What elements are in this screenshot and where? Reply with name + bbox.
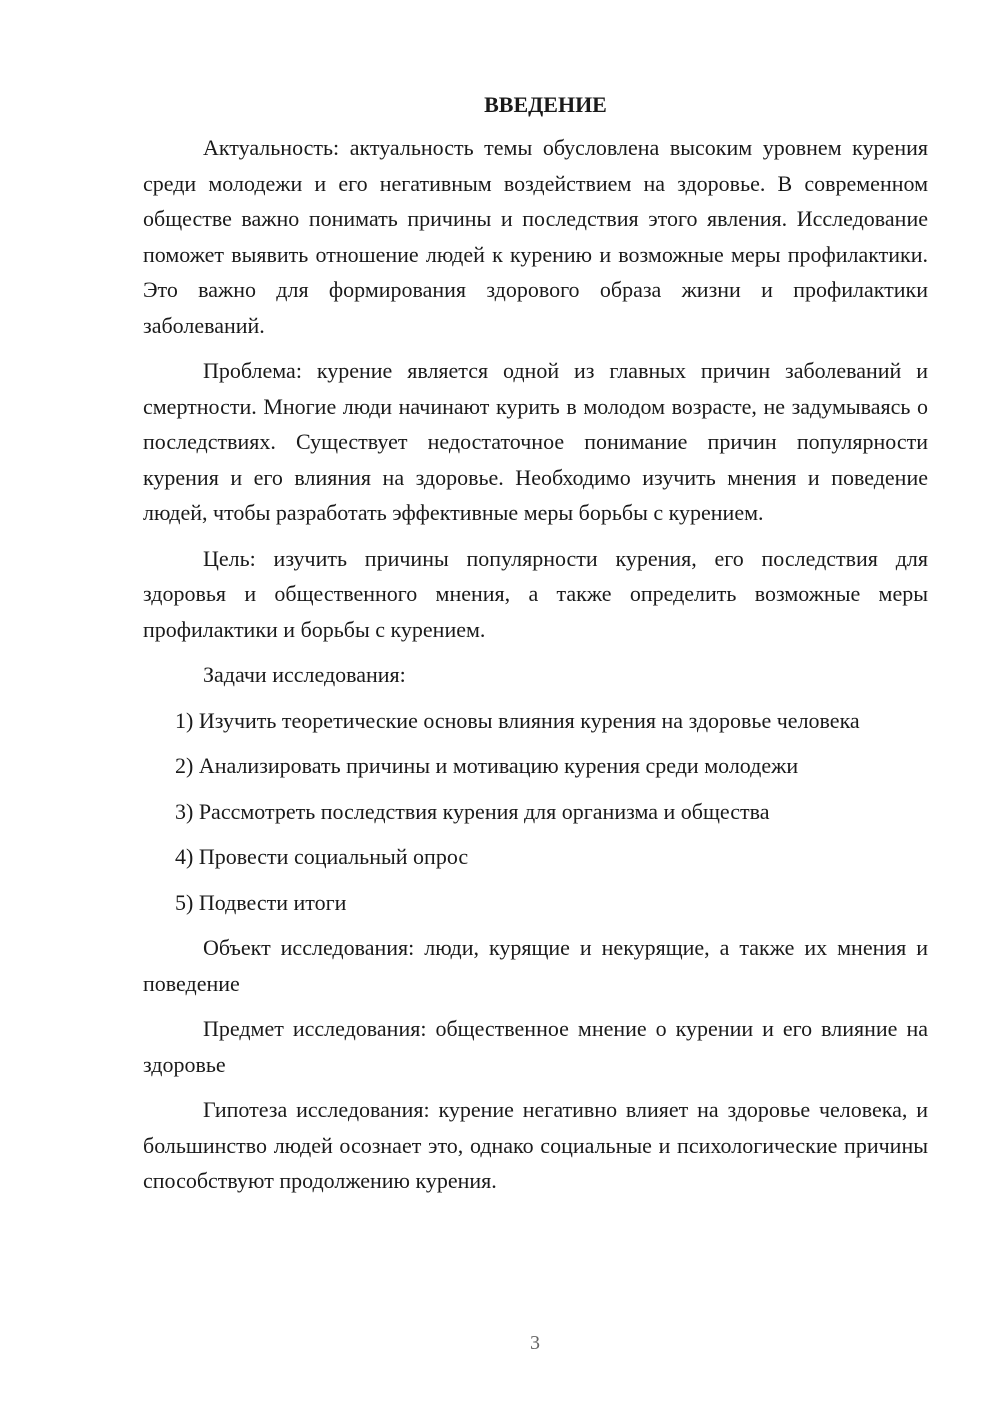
goal-paragraph: Цель: изучить причины популярности курения, его последствия для здоровья и общественного мнения, а также определить возможные меры профилактики и борьбы с курением. xyxy=(143,545,928,642)
task-item-2: 2) Анализировать причины и мотивацию курения среди молодежи xyxy=(175,753,799,778)
task-item-5: 5) Подвести итоги xyxy=(175,889,347,915)
object-paragraph: Объект исследования: люди, курящие и некурящие, а также их мнения и поведение xyxy=(143,935,928,996)
hypothesis-paragraph: Гипотеза исследования: курение негативно влияет на здоровье человека, и большинство людей осознает это, однако социальные и психологические причины способствуют продолжению курения. xyxy=(143,1097,928,1193)
tasks-heading: Задачи исследования: xyxy=(203,662,406,687)
task-item-1: 1) Изучить теоретические основы влияния курения на здоровье человека xyxy=(175,707,860,733)
subject-paragraph: Предмет исследования: общественное мнение о курении и его влияние на здоровье xyxy=(143,1016,928,1077)
task-item-4: 4) Провести социальный опрос xyxy=(175,844,469,869)
document-page xyxy=(143,90,928,1209)
problem-paragraph: Проблема: курение является одной из главных причин заболеваний и смертности. Многие люди начинают курить в молодом возрасте, не задумываясь о последствиях. Существует недостаточное понимание причин популярности курения и его влияния на здоровье. Необходимо изучить мнения и поведение людей, чтобы разработать эффективные меры борьбы с курением. xyxy=(143,358,928,525)
page-number: 3 xyxy=(530,1332,540,1354)
task-item-3: 3) Рассмотреть последствия курения для организма и общества xyxy=(175,798,770,824)
relevance-paragraph: Актуальность: актуальность темы обусловлена высоким уровнем курения среди молодежи и его негативным воздействием на здоровье. В современном обществе важно понимать причины и последствия этого явления. Исследование поможет выявить отношение людей к курению и возможные меры профилактики. Это важно для формирования здорового образа жизни и профилактики заболеваний. xyxy=(143,135,928,338)
page-title: ВВЕДЕНИЕ xyxy=(484,92,607,117)
